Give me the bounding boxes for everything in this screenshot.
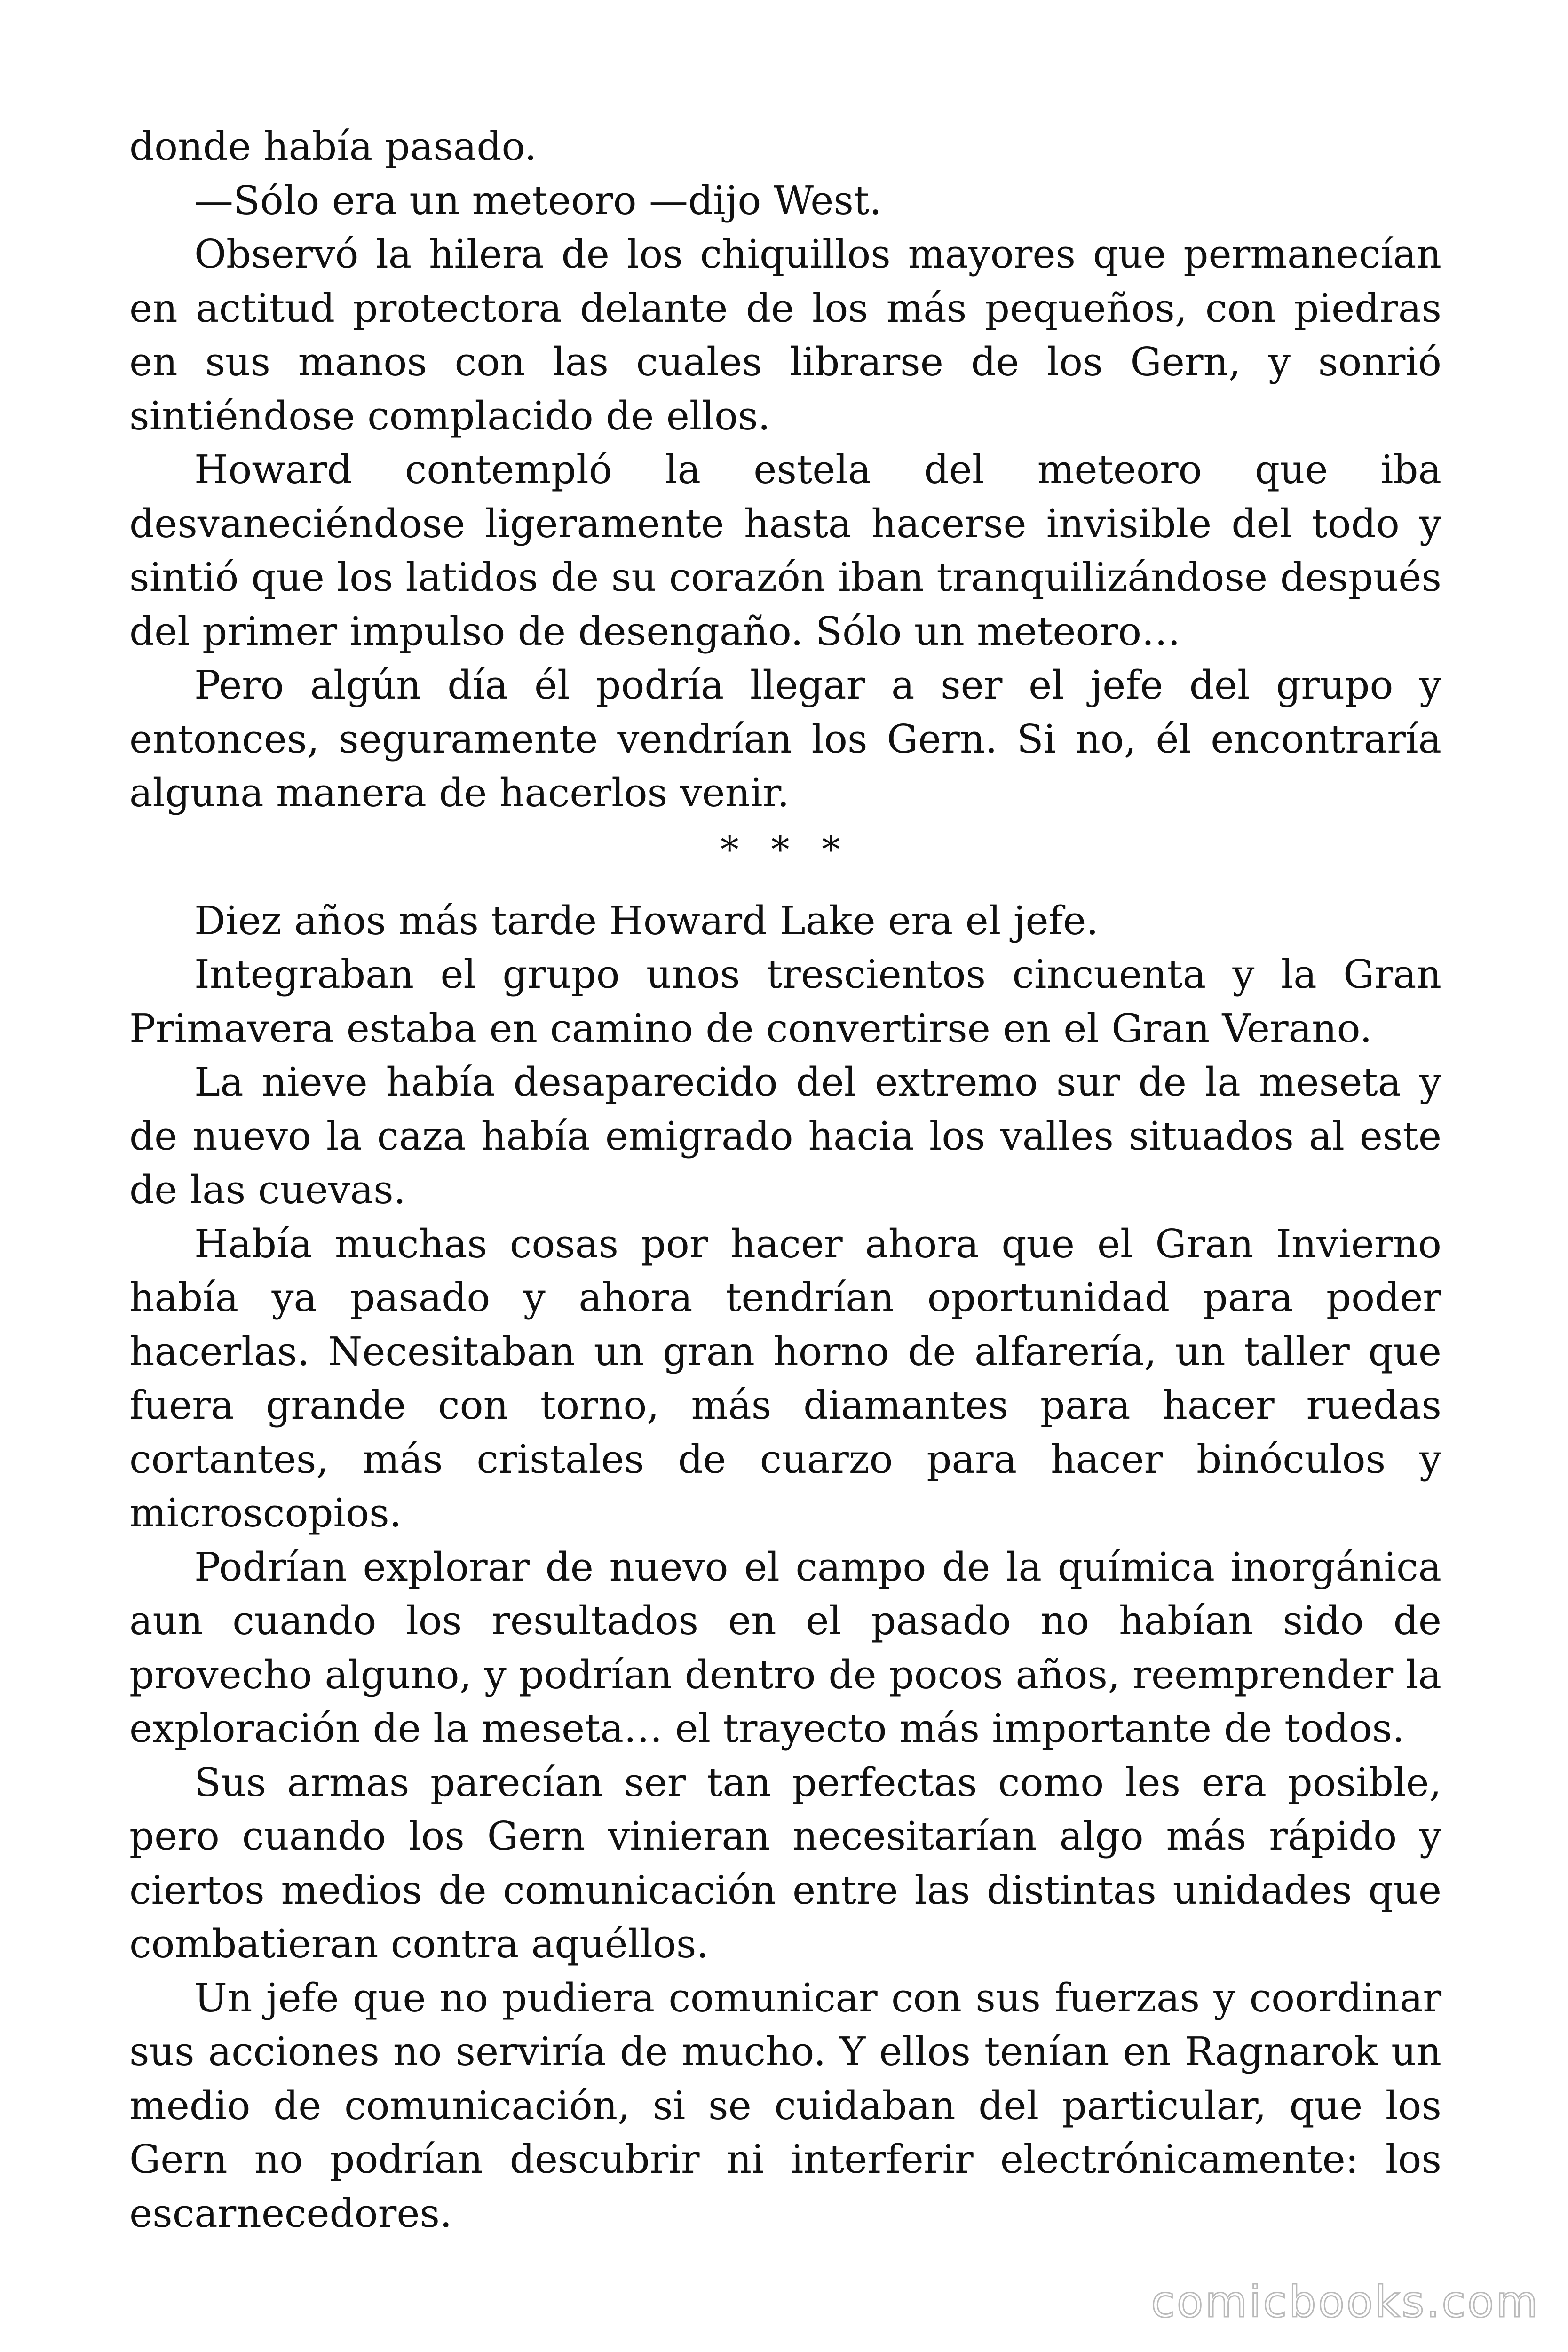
paragraph-3: Observó la hilera de los chiquillos mayores que permanecían en actitud protectora delante de los más pequeños, con piedras en sus manos con las cuales librarse de los Gern, y sonrió sintiéndose complacido de ellos. (129, 231, 1441, 439)
separator-gap (129, 874, 1441, 894)
paragraph-12: Un jefe que no pudiera comunicar con sus fuerzas y coordinar sus acciones no serviría de mucho. Y ellos tenían en Ragnarok un medio de comunicación, si se cuidaban del particular, que los Gern no podrían descubrir ni interferir electrónicamente: los escarnecedores. (129, 1975, 1441, 2236)
paragraph-8: La nieve había desaparecido del extremo sur de la meseta y de nuevo la caza había emigrado hacia los valles situados al este de las cuevas. (129, 1059, 1441, 1213)
paragraph-11: Sus armas parecían ser tan perfectas como les era posible, pero cuando los Gern vinieran necesitarían algo más rápido y ciertos medios de comunicación entre las distintas unidades que combatieran contra aquéllos. (129, 1759, 1441, 1967)
page-text (129, 120, 1441, 2241)
paragraph-7: Integraban el grupo unos trescientos cincuenta y la Gran Primavera estaba en camino de convertirse en el Gran Verano. (129, 952, 1441, 1051)
paragraph-2: —Sólo era un meteoro —dijo West. (194, 177, 882, 223)
paragraph-6: Diez años más tarde Howard Lake era el jefe. (194, 898, 1099, 944)
paragraph-5: Pero algún día él podría llegar a ser el jefe del grupo y entonces, seguramente vendrían los Gern. Si no, él encontraría alguna manera de hacerlos venir. (129, 662, 1441, 816)
paragraph-9: Había muchas cosas por hacer ahora que el Gran Invierno había ya pasado y ahora tendrían oportunidad para poder hacerlas. Necesitaban un gran horno de alfarería, un taller que fuera grande con torno, más diamantes para hacer ruedas cortantes, más cristales de cuarzo para hacer binóculos y microscopios. (129, 1221, 1441, 1536)
paragraph-10: Podrían explorar de nuevo el campo de la química inorgánica aun cuando los resultados en el pasado no habían sido de provecho alguno, y podrían dentro de pocos años, reemprender la exploración de la meseta… el trayecto más importante de todos. (129, 1544, 1441, 1751)
watermark: comicbooks.com (1151, 2277, 1540, 2327)
paragraph-4: Howard contempló la estela del meteoro que iba desvaneciéndose ligeramente hasta hacerse invisible del todo y sintió que los latidos de su corazón iban tranquilizándose después del primer impulso de desengaño. Sólo un meteoro… (129, 447, 1441, 654)
section-separator: * * * (720, 828, 851, 871)
paragraph-1: donde había pasado. (129, 124, 537, 169)
